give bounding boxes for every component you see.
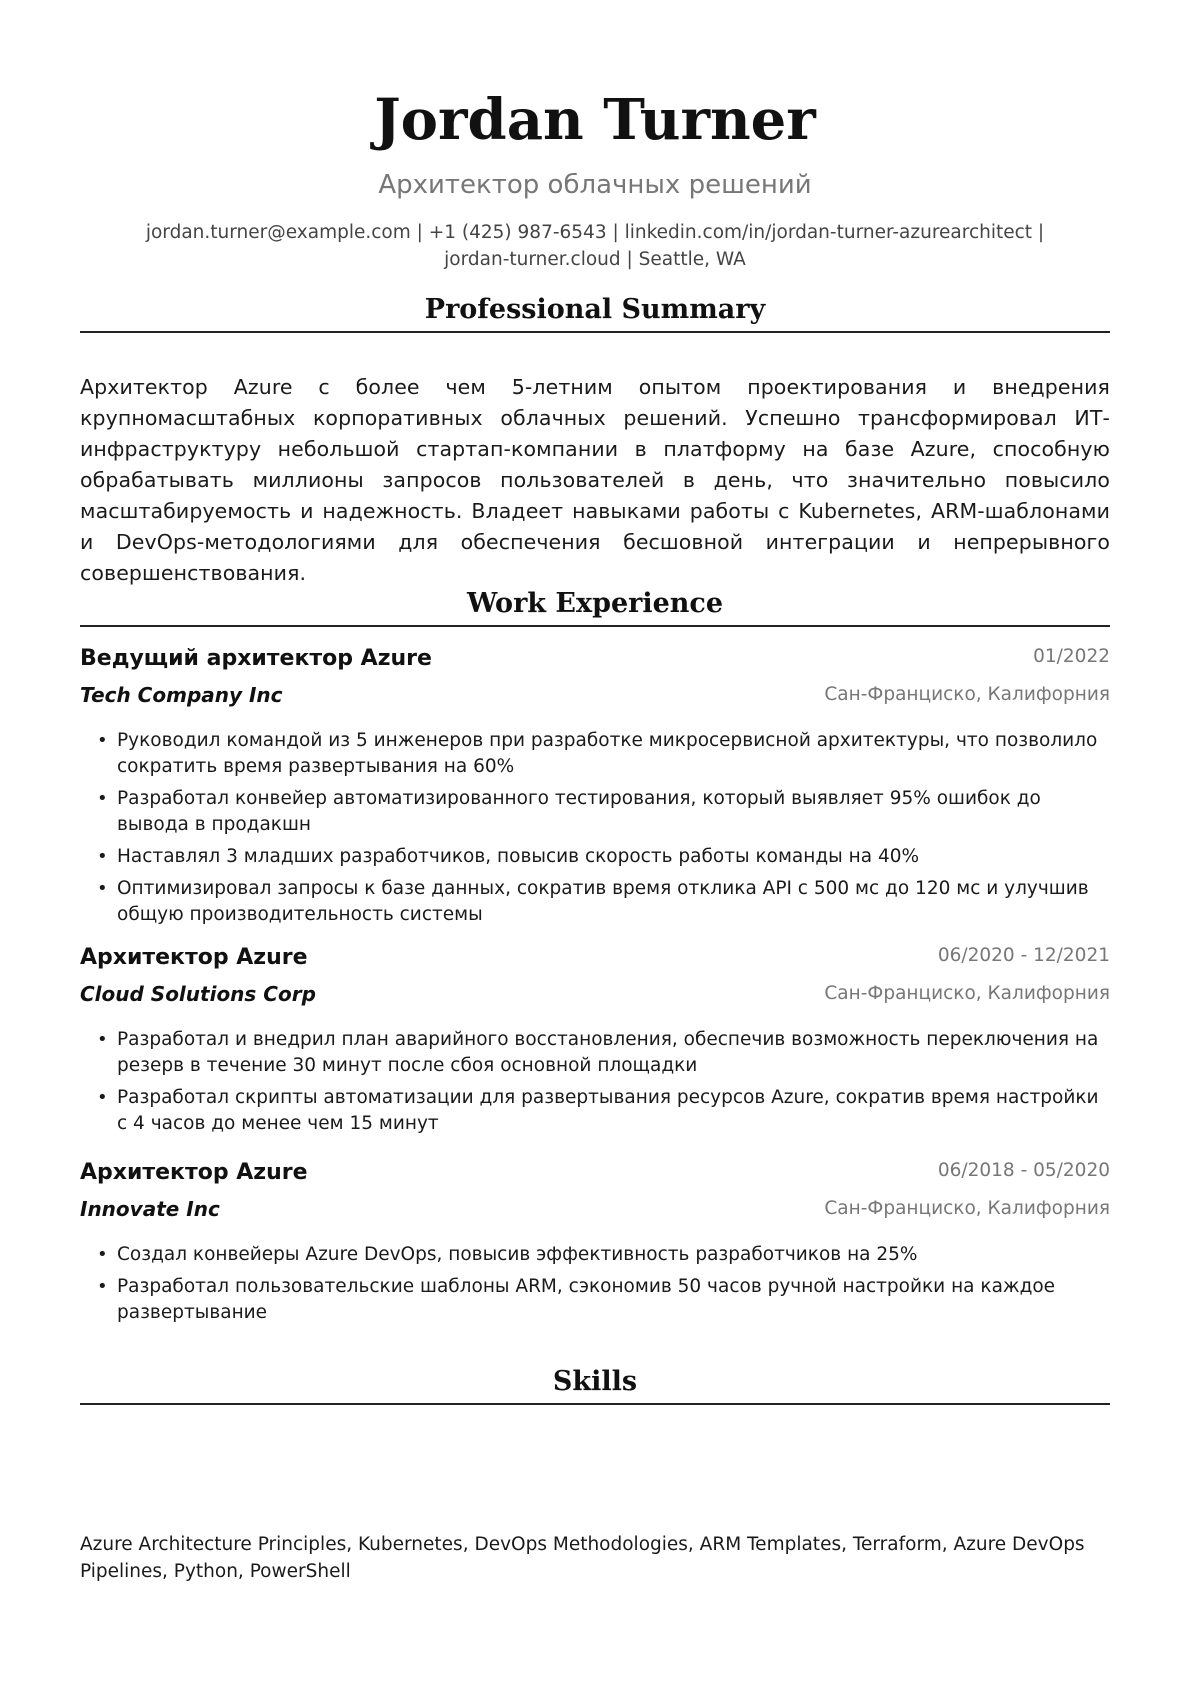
bullet-icon: • bbox=[97, 1276, 108, 1297]
contact-line-2: jordan-turner.cloud | Seattle, WA bbox=[444, 249, 746, 270]
job-role: Архитектор Azure bbox=[80, 945, 308, 970]
skills-text: Azure Architecture Principles, Kubernetes, DevOps Methodologies, ARM Templates, Terraform, Azure DevOps Pipelines, Python, PowerShell bbox=[80, 1534, 1085, 1582]
list-item: • Оптимизировал запросы к базе данных, сократив время отклика API с 500 мс до 120 мс и улучшив общую производительность системы bbox=[97, 878, 1089, 925]
job-bullets bbox=[80, 1242, 1110, 1326]
list-item: • Наставлял 3 младших разработчиков, повысив скорость работы команды на 40% bbox=[80, 844, 1110, 870]
job-role: Ведущий архитектор Azure bbox=[80, 646, 432, 671]
job-company: Innovate Inc bbox=[80, 1197, 220, 1221]
bullet-icon: • bbox=[97, 878, 108, 899]
job-date: 06/2020 - 12/2021 bbox=[937, 945, 1110, 966]
job-entry bbox=[80, 642, 1110, 934]
job-location: Сан-Франциско, Калифорния bbox=[824, 684, 1110, 705]
list-item: • Разработал скрипты автоматизации для развертывания ресурсов Azure, сократив время настройки с 4 часов до менее чем 15 минут bbox=[97, 1087, 1099, 1134]
job-company: Cloud Solutions Corp bbox=[80, 982, 316, 1006]
experience-divider bbox=[80, 625, 1110, 627]
list-item: • Создал конвейеры Azure DevOps, повысив эффективность разработчиков на 25% bbox=[80, 1242, 1110, 1268]
summary-divider bbox=[80, 331, 1110, 333]
list-item: • Разработал и внедрил план аварийного восстановления, обеспечив возможность переключения на резерв в течение 30 минут после сбоя основной площадки bbox=[97, 1029, 1099, 1076]
bullet-icon: • bbox=[97, 1087, 108, 1108]
experience-heading: Work Experience bbox=[466, 588, 724, 619]
contact-info bbox=[95, 219, 1095, 273]
candidate-title: Архитектор облачных решений bbox=[378, 170, 812, 200]
summary-heading: Professional Summary bbox=[424, 294, 766, 325]
bullet-icon: • bbox=[97, 788, 108, 809]
bullet-icon: • bbox=[97, 1244, 108, 1265]
job-company: Tech Company Inc bbox=[80, 683, 283, 707]
job-entry bbox=[80, 941, 1110, 1143]
list-item: • Разработал конвейер автоматизированного тестирования, который выявляет 95% ошибок до вывода в продакшн bbox=[97, 788, 1041, 835]
job-date: 06/2018 - 05/2020 bbox=[937, 1160, 1110, 1181]
list-item: • Руководил командой из 5 инженеров при разработке микросервисной архитектуры, что позволило сократить время развертывания на 60% bbox=[97, 730, 1098, 777]
job-bullets bbox=[80, 1027, 1110, 1137]
skills-divider bbox=[80, 1403, 1110, 1405]
bullet-icon: • bbox=[97, 730, 108, 751]
job-location: Сан-Франциско, Калифорния bbox=[824, 1198, 1110, 1219]
list-item: • Разработал пользовательские шаблоны ARM, сэкономив 50 часов ручной настройки на каждое развертывание bbox=[97, 1276, 1056, 1323]
summary-text: Архитектор Azure с более чем 5-летним опытом проектирования и внедрения крупномасштабных корпоративных облачных решений. Успешно трансформировал ИТ-инфраструктуру небольшой стартап-компании в платформу на базе Azure, способную обрабатывать миллионы запросов пользователей в день, что значительно повысило масштабируемость и надежность. Владеет навыками работы с Kubernetes, ARM-шаблонами и DevOps-методологиями для обеспечения бесшовной интеграции и непрерывного совершенствования. bbox=[80, 375, 1110, 585]
job-role: Архитектор Azure bbox=[80, 1160, 308, 1185]
contact-line-1: jordan.turner@example.com | +1 (425) 987-6543 | linkedin.com/in/jordan-turner-azurearchitect | bbox=[145, 222, 1045, 243]
bullet-icon: • bbox=[97, 1029, 108, 1050]
job-location: Сан-Франциско, Калифорния bbox=[824, 983, 1110, 1004]
bullet-icon: • bbox=[97, 846, 108, 867]
job-bullets bbox=[80, 728, 1110, 928]
job-date: 01/2022 bbox=[1033, 646, 1110, 667]
skills-heading: Skills bbox=[552, 1366, 638, 1397]
candidate-name: Jordan Turner bbox=[374, 87, 816, 153]
job-entry bbox=[80, 1156, 1110, 1332]
